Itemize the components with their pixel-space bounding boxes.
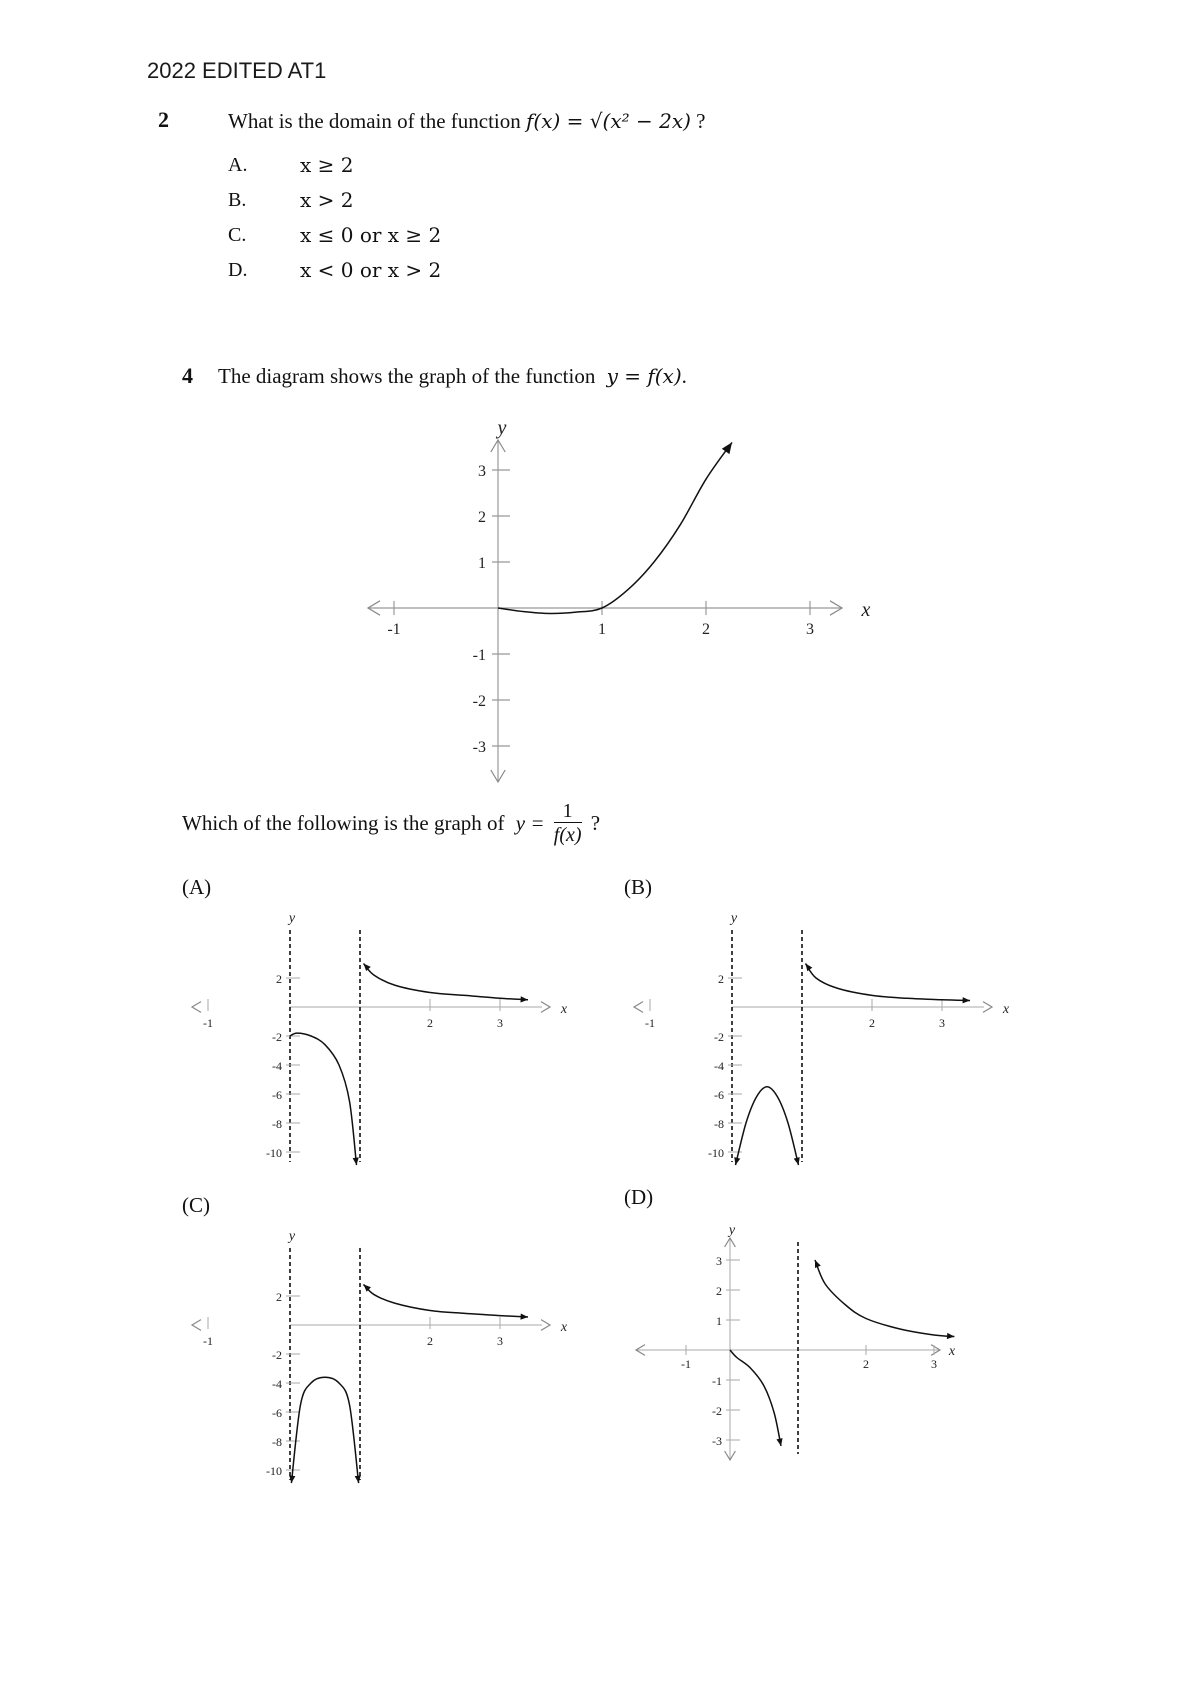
main-x-label: x: [861, 599, 871, 621]
option-b-right-branch-curve: [806, 964, 971, 1001]
which-numerator: 1: [554, 800, 582, 823]
option-a-x-arrow-left: [192, 1002, 201, 1013]
question-2-function: f(x) = √(x² − 2x): [526, 109, 691, 133]
option-c-graph[interactable]: [180, 1229, 568, 1495]
option-c-y-tick-label: -2: [272, 1348, 282, 1362]
q2-option-d-letter: D.: [228, 259, 248, 281]
option-a-x-arrow-right: [541, 1002, 550, 1013]
option-a-x-tick-label: 3: [497, 1016, 503, 1030]
question-2-prompt: [228, 109, 705, 134]
option-a-x-tick-label: 2: [427, 1016, 433, 1030]
option-a-graph[interactable]: [180, 911, 568, 1177]
option-c-y-tick-label: -8: [272, 1435, 282, 1449]
option-a-y-tick-label: -8: [272, 1117, 282, 1131]
main-y-tick-label: 3: [478, 463, 486, 480]
option-d-left-branch-curve: [730, 1350, 781, 1446]
which-prompt: [182, 800, 600, 847]
option-d-right-branch-curve: [815, 1260, 954, 1337]
q2-option-c-letter: C.: [228, 224, 247, 246]
option-d-y-tick-label: 1: [716, 1314, 722, 1328]
main-x-tick-label: -1: [387, 621, 401, 638]
option-d-y-tick-label: -2: [712, 1404, 722, 1418]
option-a-right-branch-curve: [364, 964, 529, 1000]
option-b-y-tick-label: -8: [714, 1117, 724, 1131]
option-b-y-tick-label: 2: [718, 972, 724, 986]
question-4-function: y = f(x): [606, 364, 682, 388]
which-denominator: f(x): [553, 824, 582, 846]
main-y-tick-label: -3: [472, 739, 486, 756]
option-c-label[interactable]: (C): [182, 1193, 210, 1217]
option-a-right-branch-end-arrow: [520, 996, 528, 1002]
option-c-x-tick-label: -1: [203, 1334, 213, 1348]
which-text: Which of the following is the graph of: [182, 811, 505, 835]
option-b-y-label: y: [730, 911, 738, 926]
main-f-curve: [498, 442, 732, 613]
option-c-y-label: y: [288, 1229, 296, 1244]
option-b-y-tick-label: -6: [714, 1088, 724, 1102]
main-y-tick-label: -1: [472, 647, 486, 664]
option-b-y-tick-label: -4: [714, 1059, 724, 1073]
option-a-x-tick-label: -1: [203, 1016, 213, 1030]
option-b-y-tick-label: -2: [714, 1030, 724, 1044]
main-x-tick-label: 3: [806, 621, 814, 638]
option-d-x-tick-label: 2: [863, 1357, 869, 1371]
option-b-x-label: x: [1002, 1002, 1010, 1017]
main-y-tick-label: 2: [478, 509, 486, 526]
option-a-right-branch-start-arrow: [364, 964, 371, 972]
option-c-x-arrow-left: [192, 1320, 201, 1331]
q2-option-b-value[interactable]: x > 2: [300, 188, 354, 212]
option-a-y-tick-label: -2: [272, 1030, 282, 1044]
page-header: 2022 EDITED AT1: [147, 58, 327, 83]
option-a-y-tick-label: -10: [266, 1146, 282, 1160]
question-4-prompt: [218, 364, 687, 389]
option-b-label[interactable]: (B): [624, 875, 652, 899]
q2-option-b-letter: B.: [228, 189, 247, 211]
option-d-left-branch-end-arrow: [776, 1438, 782, 1446]
option-c-x-label: x: [560, 1320, 568, 1335]
option-b-right-branch-end-arrow: [963, 997, 970, 1003]
option-a-y-tick-label: -4: [272, 1059, 282, 1073]
option-a-y-label: y: [288, 911, 296, 926]
q2-option-a-value[interactable]: x ≥ 2: [300, 153, 354, 177]
option-b-left-branch-curve: [736, 1087, 799, 1165]
option-d-x-tick-label: 3: [931, 1357, 937, 1371]
option-d-x-label: x: [948, 1344, 956, 1359]
option-c-y-tick-label: 2: [276, 1290, 282, 1304]
which-lhs: y =: [515, 811, 545, 835]
option-a-label[interactable]: (A): [182, 875, 212, 899]
option-b-x-arrow-left: [634, 1002, 643, 1013]
question-4-period: .: [681, 364, 687, 388]
main-y-label: y: [497, 417, 507, 439]
main-x-tick-label: 1: [598, 621, 606, 638]
option-c-right-branch-curve: [364, 1284, 529, 1317]
option-d-y-tick-label: -3: [712, 1434, 722, 1448]
question-2-text: What is the domain of the function: [228, 109, 521, 133]
option-c-right-branch-end-arrow: [520, 1314, 528, 1320]
option-b-x-tick-label: 2: [869, 1016, 875, 1030]
option-d-x-tick-label: -1: [681, 1357, 691, 1371]
option-a-x-label: x: [560, 1002, 568, 1017]
question-2-qmark: ?: [696, 109, 706, 133]
option-b-x-tick-label: -1: [645, 1016, 655, 1030]
option-b-graph[interactable]: [622, 911, 1010, 1177]
main-y-tick-label: -2: [472, 693, 486, 710]
option-b-x-tick-label: 3: [939, 1016, 945, 1030]
option-c-x-tick-label: 2: [427, 1334, 433, 1348]
question-4-text: The diagram shows the graph of the function: [218, 364, 596, 388]
main-graph: [350, 410, 870, 790]
option-c-y-tick-label: -4: [272, 1377, 282, 1391]
question-4-number: 4: [182, 363, 193, 388]
option-d-label[interactable]: (D): [624, 1185, 654, 1209]
option-d-y-tick-label: -1: [712, 1374, 722, 1388]
option-d-y-tick-label: 3: [716, 1254, 722, 1268]
which-qmark: ?: [590, 811, 601, 835]
main-f-arrow: [722, 442, 732, 454]
option-d-right-branch-end-arrow: [947, 1333, 955, 1339]
option-c-y-tick-label: -6: [272, 1406, 282, 1420]
option-a-left-branch-curve: [290, 1033, 357, 1165]
option-a-y-tick-label: -6: [272, 1088, 282, 1102]
q2-option-d-value[interactable]: x < 0 or x > 2: [300, 258, 442, 282]
q2-option-c-value[interactable]: x ≤ 0 or x ≥ 2: [300, 223, 442, 247]
option-d-y-label: y: [728, 1223, 736, 1238]
main-y-tick-label: 1: [478, 555, 486, 572]
main-x-tick-label: 2: [702, 621, 710, 638]
question-2-number: 2: [158, 107, 169, 132]
option-c-y-tick-label: -10: [266, 1464, 282, 1478]
q2-option-a-letter: A.: [228, 154, 248, 176]
option-b-x-arrow-right: [983, 1002, 992, 1013]
option-c-left-branch-curve: [291, 1377, 358, 1483]
option-a-y-tick-label: 2: [276, 972, 282, 986]
option-d-y-tick-label: 2: [716, 1284, 722, 1298]
option-d-graph[interactable]: [622, 1222, 992, 1472]
option-c-x-tick-label: 3: [497, 1334, 503, 1348]
option-c-x-arrow-right: [541, 1320, 550, 1331]
option-b-y-tick-label: -10: [708, 1146, 724, 1160]
which-fraction: [554, 800, 582, 847]
